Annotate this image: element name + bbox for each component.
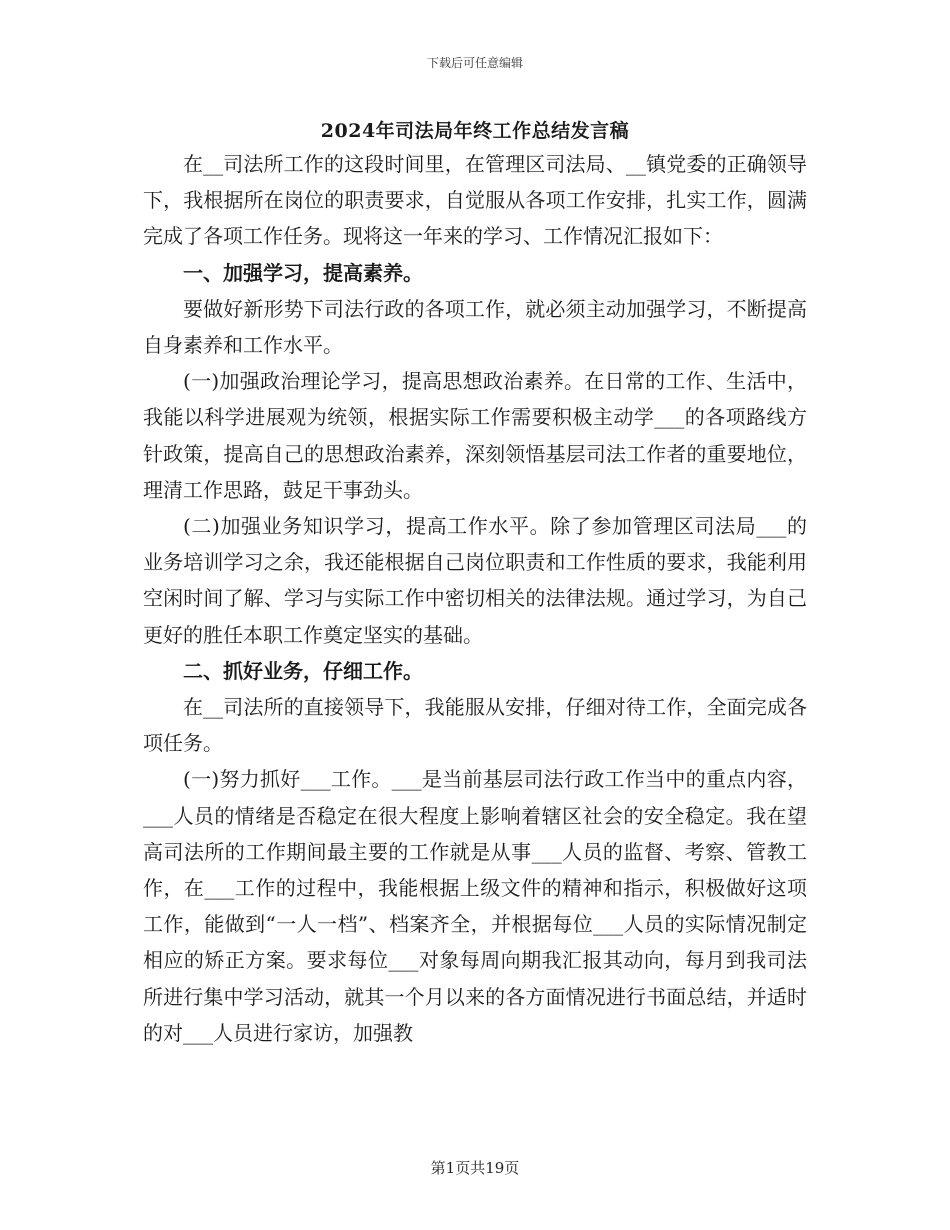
paragraph: (一)加强政治理论学习，提高思想政治素养。在日常的工作、生活中，我能以科学进展观为统领，根据实际工作需要积极主动学___的各项路线方针政策，提高自己的思想政治素养，深刻领悟基层司法工作者的重要地位，理清工作思路，鼓足干事劲头。 [143,369,807,502]
paragraph-intro: 在__司法所工作的这段时间里，在管理区司法局、__镇党委的正确领导下，我根据所在岗位的职责要求，自觉服从各项工作安排，扎实工作，圆满完成了各项工作任务。现将这一年来的学习、工作情况汇报如下： [143,152,807,249]
document-body [143,146,807,1051]
section-heading-2: 二、抓好业务，仔细工作。 [183,658,423,683]
paragraph: 在__司法所的直接领导下，我能服从安排，仔细对待工作，全面完成各项任务。 [143,695,807,756]
header-note: 下载后可任意编辑 [426,56,523,70]
paragraph: 要做好新形势下司法行政的各项工作，就必须主动加强学习，不断提高自身素养和工作水平。 [143,296,807,358]
paragraph: (一)努力抓好___工作。___是当前基层司法行政工作当中的重点内容，___人员的情绪是否稳定在很大程度上影响着辖区社会的安全稳定。我在望高司法所的工作期间最主要的工作就是从事___人员的监督、考察、管教工作，在___工作的过程中，我能根据上级文件的精神和指示，积极做好这项工作，能做到“一人一档”、档案齐全，并根据每位___人员的实际情况制定相应的矫正方案。要求每位___对象每周向期我汇报其动向，每月到我司法所进行集中学习活动，就其一个月以来的各方面情况进行书面总结，并适时的对___人员进行家访，加强教 [143,767,807,1045]
page-number: 第1页共19页 [430,1159,520,1177]
document-title: 2024年司法局年终工作总结发言稿 [320,120,630,142]
paragraph: (二)加强业务知识学习，提高工作水平。除了参加管理区司法局___的业务培训学习之余，我还能根据自己岗位职责和工作性质的要求，我能利用空闲时间了解、学习与实际工作中密切相关的法律法规。通过学习，为自己更好的胜任本职工作奠定坚实的基础。 [143,514,807,647]
section-heading-1: 一、加强学习，提高素养。 [183,260,423,285]
